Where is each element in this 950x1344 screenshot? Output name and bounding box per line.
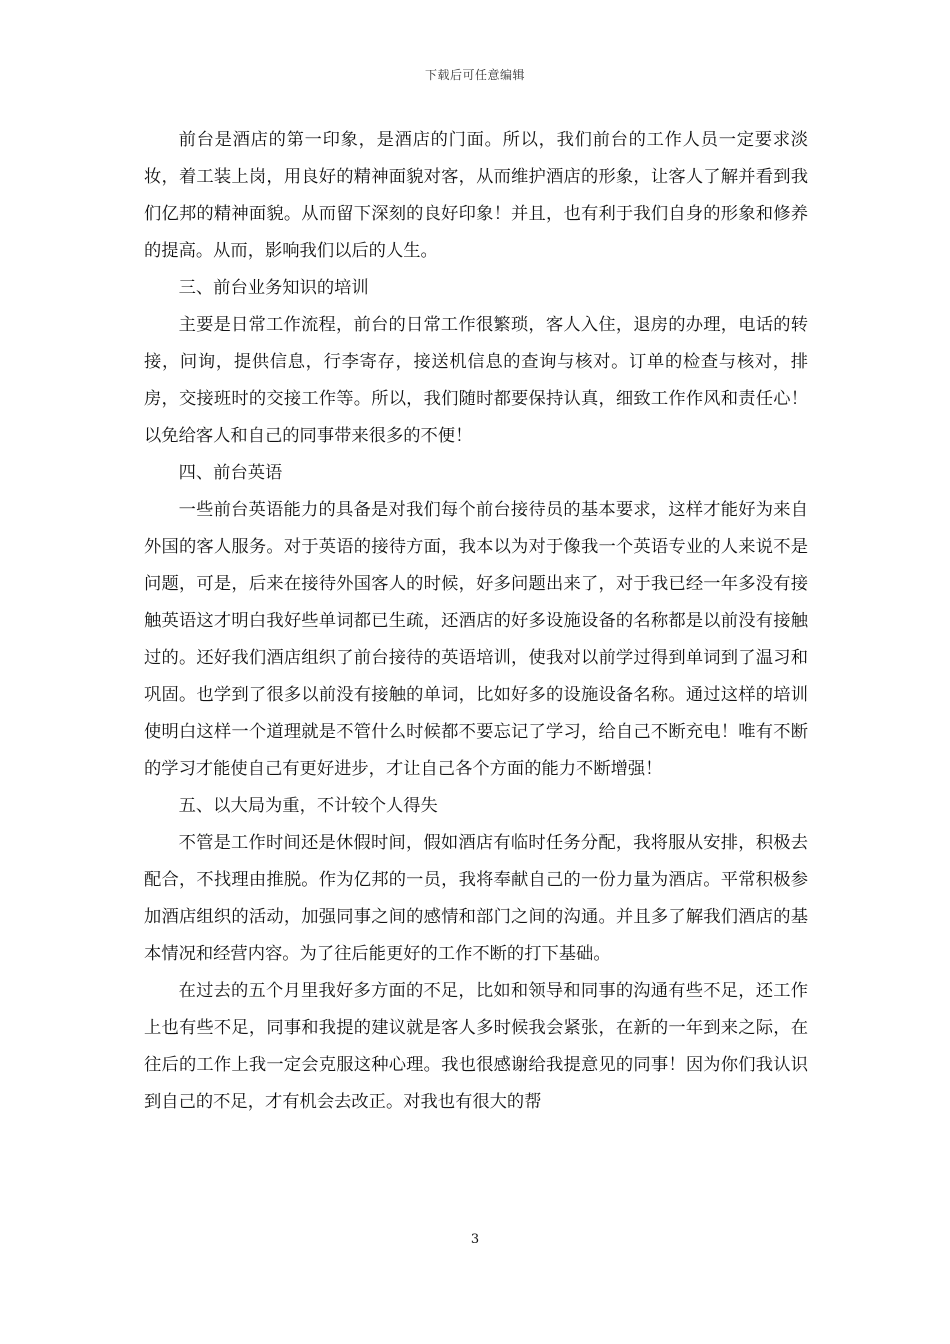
paragraph-cooperation: 不管是工作时间还是休假时间，假如酒店有临时任务分配，我将服从安排，积极去配合，不找理由推脱。作为亿邦的一员，我将奉献自己的一份力量为酒店。平常积极参加酒店组织的活动，加强同事之间的感情和部门之间的沟通。并且多了解我们酒店的基本情况和经营内容。为了往后能更好的工作不断的打下基础。 [144, 833, 808, 964]
document-body [144, 122, 808, 1121]
paragraph-shortcomings: 在过去的五个月里我好多方面的不足，比如和领导和同事的沟通有些不足，还工作上也有些不足，同事和我提的建议就是客人多时候我会紧张，在新的一年到来之际，在往后的工作上我一定会克服这种心理。我也很感谢给我提意见的同事！因为你们我认识到自己的不足，才有机会去改正。对我也有很大的帮 [144, 981, 808, 1112]
section-heading-business-training: 三、前台业务知识的培训 [178, 278, 369, 298]
page-number: 3 [470, 1232, 480, 1247]
section-heading-big-picture: 五、以大局为重，不计较个人得失 [178, 796, 438, 816]
paragraph-front-desk-image: 前台是酒店的第一印象，是酒店的门面。所以，我们前台的工作人员一定要求淡妆，着工装上岗，用良好的精神面貌对客，从而维护酒店的形象，让客人了解并看到我们亿邦的精神面貌。从而留下深刻的良好印象！并且，也有利于我们自身的形象和修养的提高。从而，影响我们以后的人生。 [144, 130, 808, 261]
paragraph-english-ability: 一些前台英语能力的具备是对我们每个前台接待员的基本要求，这样才能好为来自外国的客人服务。对于英语的接待方面，我本以为对于像我一个英语专业的人来说不是问题，可是，后来在接待外国客人的时候，好多问题出来了，对于我已经一年多没有接触英语这才明白我好些单词都已生疏，还酒店的好多设施设备的名称都是以前没有接触过的。还好我们酒店组织了前台接待的英语培训，使我对以前学过得到单词到了温习和巩固。也学到了很多以前没有接触的单词，比如好多的设施设备名称。通过这样的培训使明白这样一个道理就是不管什么时候都不要忘记了学习，给自己不断充电！唯有不断的学习才能使自己有更好进步，才让自己各个方面的能力不断增强！ [144, 500, 808, 779]
page-header-note: 下载后可任意编辑 [424, 68, 525, 82]
section-heading-front-desk-english: 四、前台英语 [178, 463, 283, 483]
paragraph-daily-workflow: 主要是日常工作流程，前台的日常工作很繁琐，客人入住，退房的办理，电话的转接，问询，提供信息，行李寄存，接送机信息的查询与核对。订单的检查与核对，排房，交接班时的交接工作等。所以，我们随时都要保持认真，细致工作作风和责任心！以免给客人和自己的同事带来很多的不便！ [144, 315, 808, 446]
